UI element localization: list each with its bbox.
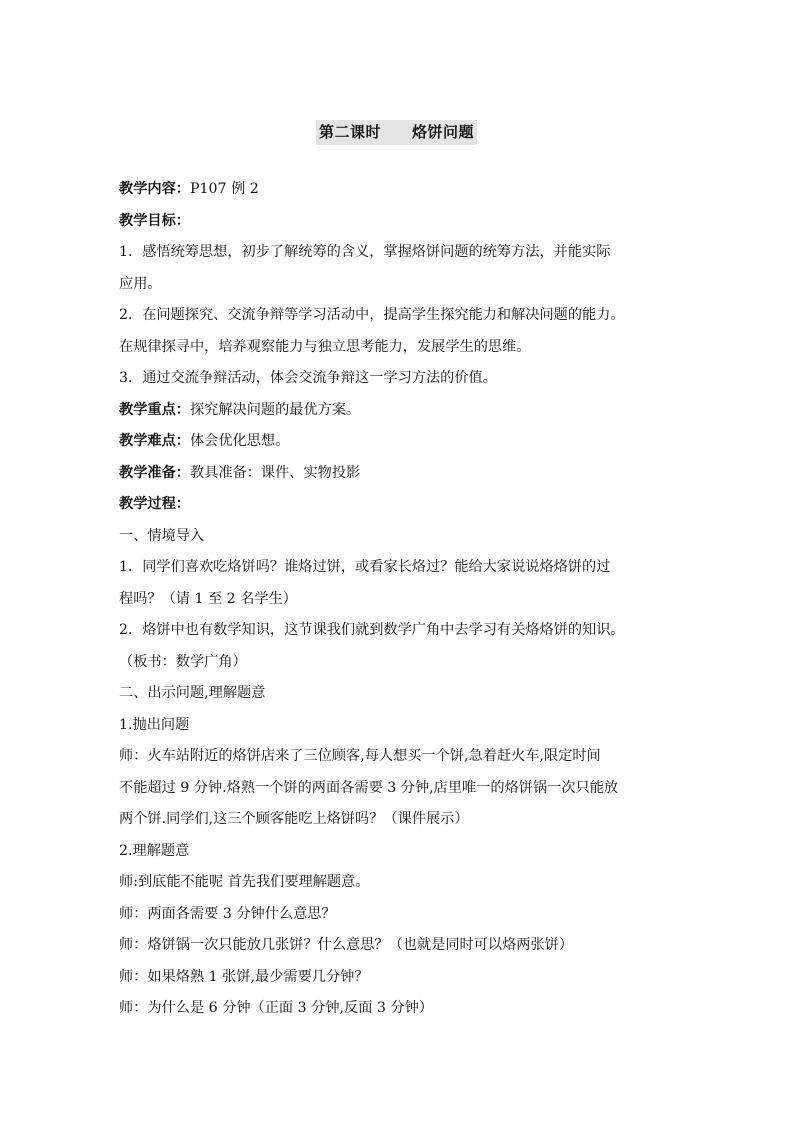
teaching-goals-heading: 教学目标： <box>119 212 190 229</box>
section-2-heading: 二、出示问题,理解题意 <box>119 685 266 701</box>
difficulty-line <box>119 426 699 458</box>
teacher-line-2: 师：两面各需要 3 分钟什么意思？ <box>119 905 336 922</box>
section-2-item-1-line-b: 不能超过 9 分钟.烙熟一个饼的两面各需要 3 分钟,店里唯一的烙饼锅一次只能放 <box>119 779 619 796</box>
goal-2-line-a: 2．在问题探究、交流争辩等学习活动中，提高学生探究能力和解决问题的能力。 <box>119 307 625 323</box>
section-1-item-2-line-b: （板书：数学广角） <box>119 653 247 670</box>
teaching-content-value: P107 例 2 <box>189 181 259 197</box>
preparation-value: 教具准备：课件、实物投影 <box>189 464 361 481</box>
goal-1-line-a: 1．感悟统筹思想，初步了解统筹的含义，掌握烙饼问题的统筹方法，并能实际 <box>119 244 611 260</box>
section-1-item-2-line-a: 2．烙饼中也有数学知识，这节课我们就到数学广角中去学习有关烙烙饼的知识。 <box>119 622 625 638</box>
key-point-label: 教学重点： <box>119 401 190 418</box>
section-2-item-1-heading: 1.抛出问题 <box>119 716 190 733</box>
preparation-label: 教学准备： <box>119 464 190 481</box>
section-1-item-1-line-a: 1．同学们喜欢吃烙饼吗？谁烙过饼，或看家长烙过？能给大家说说烙烙饼的过 <box>119 559 611 575</box>
lesson-title: 第二课时 烙饼问题 <box>316 120 477 145</box>
teaching-content-label: 教学内容： <box>119 181 190 197</box>
lesson-content <box>119 174 699 1025</box>
section-2-item-2-heading: 2.理解题意 <box>119 842 190 859</box>
teacher-line-3: 师：烙饼锅一次只能放几张饼？什么意思？（也就是同时可以烙两张饼） <box>119 937 574 953</box>
section-2-item-1-line-a: 师：火车站附近的烙饼店来了三位顾客,每人想买一个饼,急着赶火车,限定时间 <box>119 748 601 764</box>
section-1-item-1-line-b: 程吗？（请 1 至 2 名学生） <box>119 590 297 607</box>
preparation-line <box>119 458 699 490</box>
goal-1-line-b: 应用。 <box>119 275 162 292</box>
teacher-line-4: 师：如果烙熟 1 张饼,最少需要几分钟？ <box>119 968 369 985</box>
goal-2-line-b: 在规律探寻中，培养观察能力与独立思考能力，发展学生的思维。 <box>119 338 531 355</box>
section-1-heading: 一、情境导入 <box>119 527 205 544</box>
goal-3-line: 3．通过交流争辩活动，体会交流争辩这一学习方法的价值。 <box>119 370 497 386</box>
key-point-line <box>119 395 699 427</box>
difficulty-label: 教学难点： <box>119 433 190 449</box>
key-point-value: 探究解决问题的最优方案。 <box>189 401 361 418</box>
section-2-item-1-line-c: 两个饼.同学们,这三个顾客能吃上烙饼吗？（课件展示） <box>119 811 469 827</box>
teacher-line-1: 师:到底能不能呢 首先我们要理解题意。 <box>119 874 370 890</box>
teaching-content-line <box>119 174 699 206</box>
teacher-line-5: 师：为什么是 6 分钟（正面 3 分钟,反面 3 分钟） <box>119 1000 434 1016</box>
difficulty-value: 体会优化思想。 <box>189 433 290 449</box>
teaching-process-heading: 教学过程： <box>119 496 190 512</box>
